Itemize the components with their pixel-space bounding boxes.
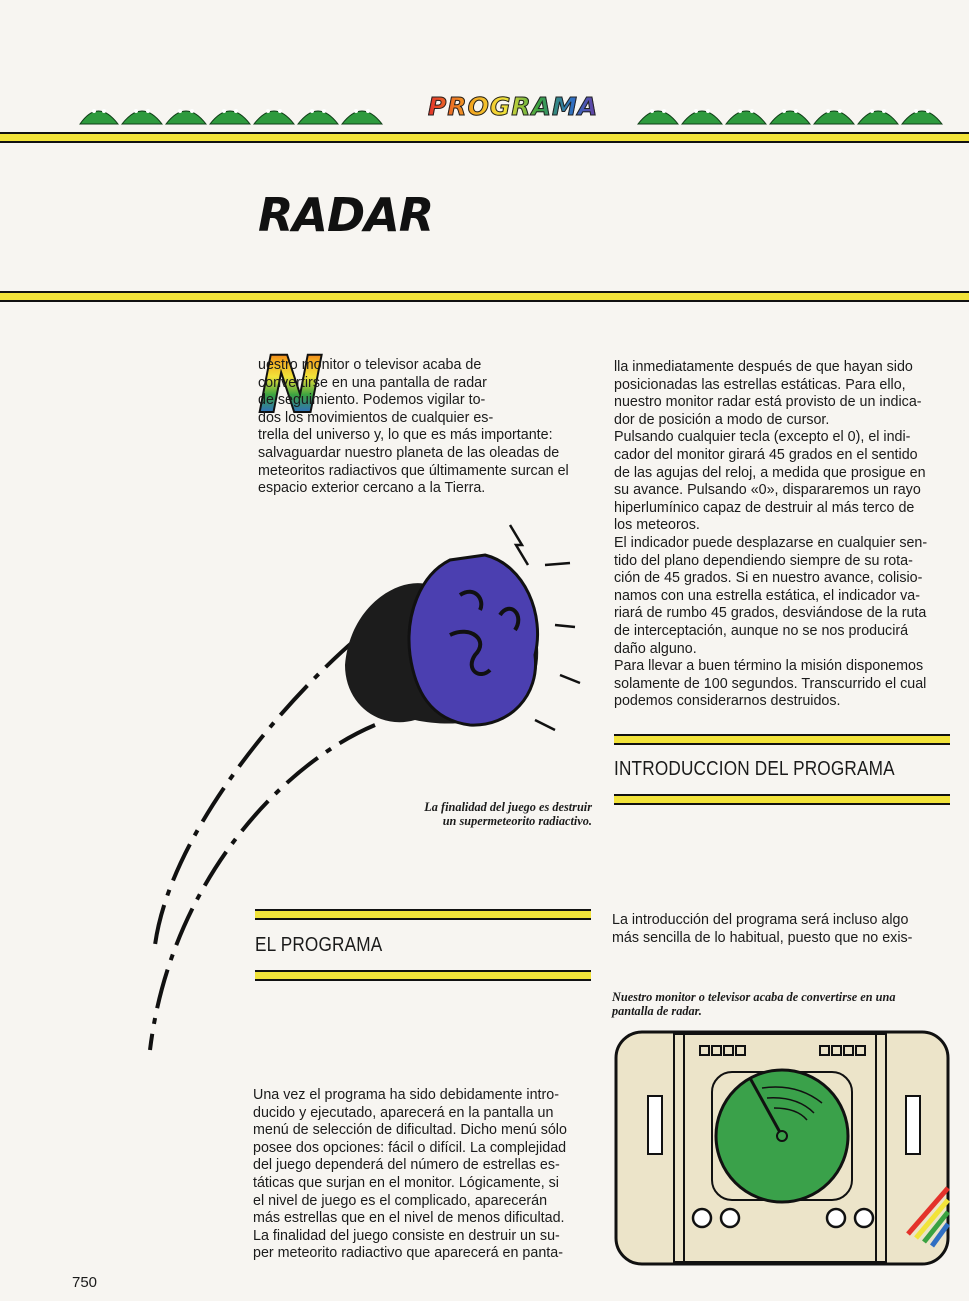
drop-cap-letter: N — [258, 348, 324, 418]
intro-heading-rule-bottom — [614, 794, 950, 806]
right-column-text: lla inmediatamente después de que hayan sido posicionadas las estrellas estáticas. Para ello, nuestro monitor radar está provisto de un indica- dor de posición a modo de cursor. Pulsando cualquier tecla (excepto el 0), el indi- cador del monitor girará 45 grados en el sentido de las agujas del reloj, a medida que prosigue en su avance. Pulsando «0», dispararemos un rayo hiperlumínico capaz de destruir al más terco de los meteoros. El indicador puede desplazarse en cualquier sen- tido del plano dependiendo siempre de su rota- ción de 45 grados. Si en nuestro avance, colisio- namos con una estrella estática, el indicador va- riará de rumbo 45 grados, desviándose de la ruta de interceptación, aunque no se nos producirá daño alguno. Para llevar a buen término la misión disponemos solamente de 100 segundos. Transcurrido el cual podemos considerarnos destruidos. — [614, 359, 928, 710]
meteor-caption: La finalidad del juego es destruir un supermeteorito radiactivo. — [424, 800, 592, 828]
header-band — [0, 88, 969, 150]
programa-heading-rule-bottom — [255, 970, 591, 982]
section-programa-text: Una vez el programa ha sido debidamente intro- ducido y ejecutado, aparecerá en la pantalla un menú de selección de dificultad. Dicho menú sólo posee dos opciones: fácil o difícil. La complejidad del juego dependerá del número de estrellas es- táticas que surjan en el monitor. Lógicamente, si el nivel de juego es el complicado, aparecerán más estrellas que en el nivel de menos dificultad. La finalidad del juego consiste en destruir un su- per meteorito radiactivo que aparecerá en panta- — [253, 1087, 567, 1262]
monitor-illustration — [612, 1028, 952, 1268]
section-label: PROGRAMA — [428, 92, 599, 121]
section-intro-heading: INTRODUCCION DEL PROGRAMA — [614, 758, 895, 780]
frog-border-left — [78, 94, 388, 130]
frog-border-right — [636, 94, 954, 130]
intro-heading-rule-top — [614, 734, 950, 746]
page-title: RADAR — [258, 188, 434, 242]
header-rule-top — [0, 132, 969, 144]
section-programa-heading: EL PROGRAMA — [255, 934, 383, 956]
header-rule-bottom — [0, 291, 969, 303]
section-intro-text: La introducción del programa será incluso algo más sencilla de lo habitual, puesto que no exis- — [612, 912, 913, 946]
monitor-caption: Nuestro monitor o televisor acaba de convertirse en una pantalla de radar. — [612, 990, 896, 1018]
intro-paragraph: uestro monitor o televisor acaba de convertirse en una pantalla de radar de seguimiento. Podemos vigilar to- dos los movimientos de cualquier es- trella del universo y, lo que es más importante: salvaguardar nuestro planeta de las oleadas de meteoritos radiactivos que últimamente surcan el espacio exterior cercano a la Tierra. — [258, 357, 569, 497]
programa-heading-rule-top — [255, 909, 591, 921]
page-number: 750 — [72, 1274, 98, 1291]
